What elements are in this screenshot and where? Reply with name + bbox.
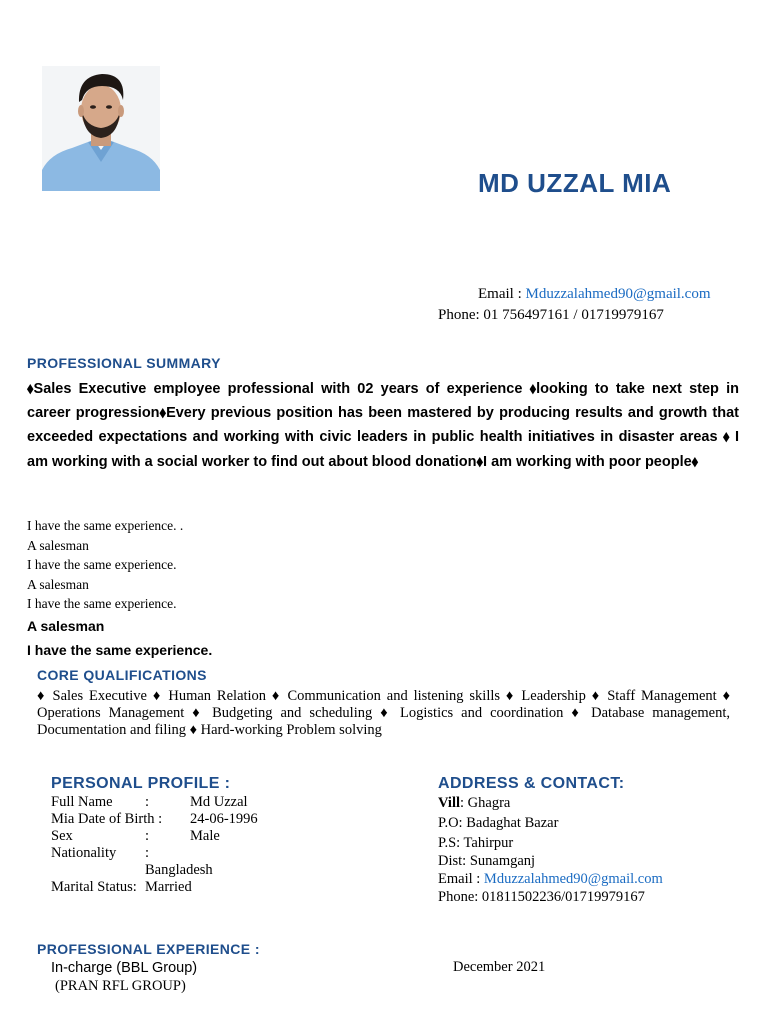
experience-date: December 2021 (453, 959, 546, 975)
personal-profile-heading: PERSONAL PROFILE : (51, 775, 231, 792)
address-email-label: Email : (438, 871, 484, 887)
header-email-label: Email : (478, 286, 526, 302)
note-line: I have the same experience. (27, 557, 177, 573)
address-vill (438, 794, 663, 812)
profile-sep: : (145, 794, 150, 810)
profile-row (51, 811, 258, 828)
address-dist: Dist: Sunamganj (438, 853, 536, 869)
profile-row (51, 862, 258, 879)
note-line: A salesman (27, 576, 89, 592)
profile-label: Mia Date of Birth : (51, 811, 163, 827)
note-line: I have the same experience. . (27, 518, 184, 533)
profile-label: Marital Status: (51, 879, 137, 895)
experience-heading: PROFESSIONAL EXPERIENCE : (37, 941, 260, 957)
experience-company: (PRAN RFL GROUP) (55, 978, 186, 994)
header-email-link[interactable]: Mduzzalahmed90@gmail.com (525, 286, 711, 302)
profile-value: Male (190, 828, 220, 844)
profile-row (51, 828, 258, 845)
profile-row (51, 879, 258, 896)
profile-photo (42, 66, 160, 191)
vill-value: : Ghagra (460, 795, 511, 811)
profile-value (190, 845, 258, 862)
header-email (478, 286, 711, 303)
profile-row (51, 845, 258, 862)
note-line-bold: A salesman (27, 618, 105, 634)
vill-label: Vill (438, 795, 461, 811)
note-line: A salesman (27, 537, 89, 553)
qualifications-text: ♦ Sales Executive ♦ Human Relation ♦ Communication and listening skills ♦ Leadership ♦ Staff Management ♦ Operations Management ♦ Budgeting and scheduling ♦ Logistics and coordination ♦ Database management, Documentation and filing ♦ Hard-working Problem solving (37, 688, 730, 738)
profile-value: Bangladesh (145, 862, 213, 878)
profile-sep: : (145, 828, 150, 844)
candidate-name: MD UZZAL MIA (478, 168, 672, 198)
profile-label: Nationality (51, 845, 117, 861)
note-line: I have the same experience. (27, 596, 177, 612)
profile-value: 24-06-1996 (190, 811, 258, 827)
profile-label: Full Name (51, 794, 113, 810)
address-ps: P.S: Tahirpur (438, 835, 514, 851)
personal-profile-table (51, 794, 258, 896)
address-block (438, 794, 663, 906)
profile-value: Md Uzzal (190, 794, 248, 810)
profile-sep: : (145, 845, 150, 861)
address-email-link[interactable]: Mduzzalahmed90@gmail.com (483, 871, 663, 887)
note-line-bold: I have the same experience. (27, 642, 213, 658)
header-phone: Phone: 01 756497161 / 01719979167 (438, 307, 664, 323)
qualifications-heading: CORE QUALIFICATIONS (37, 667, 207, 683)
profile-label: Sex (51, 828, 73, 844)
profile-value: Married (145, 879, 192, 895)
profile-label (51, 862, 145, 879)
experience-notes (27, 516, 183, 614)
profile-row (51, 794, 258, 811)
summary-heading: PROFESSIONAL SUMMARY (27, 355, 221, 371)
address-heading: ADDRESS & CONTACT: (438, 775, 625, 792)
person-photo-icon (42, 66, 160, 191)
summary-text: ⬧Sales Executive employee professional with 02 years of experience ⬧looking to take next step in career progression⬧Every previous position has been mastered by producing results and growth that exceeded expectations and working with civic leaders in public health initiatives in disaster areas ⬧ I am working with a social worker to find out about blood donation⬧I am working with poor people⬧ (27, 381, 739, 470)
experience-title: In-charge (BBL Group) (51, 960, 198, 976)
address-email (438, 870, 663, 888)
address-phone: Phone: 01811502236/01719979167 (438, 889, 645, 905)
address-po: P.O: Badaghat Bazar (438, 815, 559, 831)
